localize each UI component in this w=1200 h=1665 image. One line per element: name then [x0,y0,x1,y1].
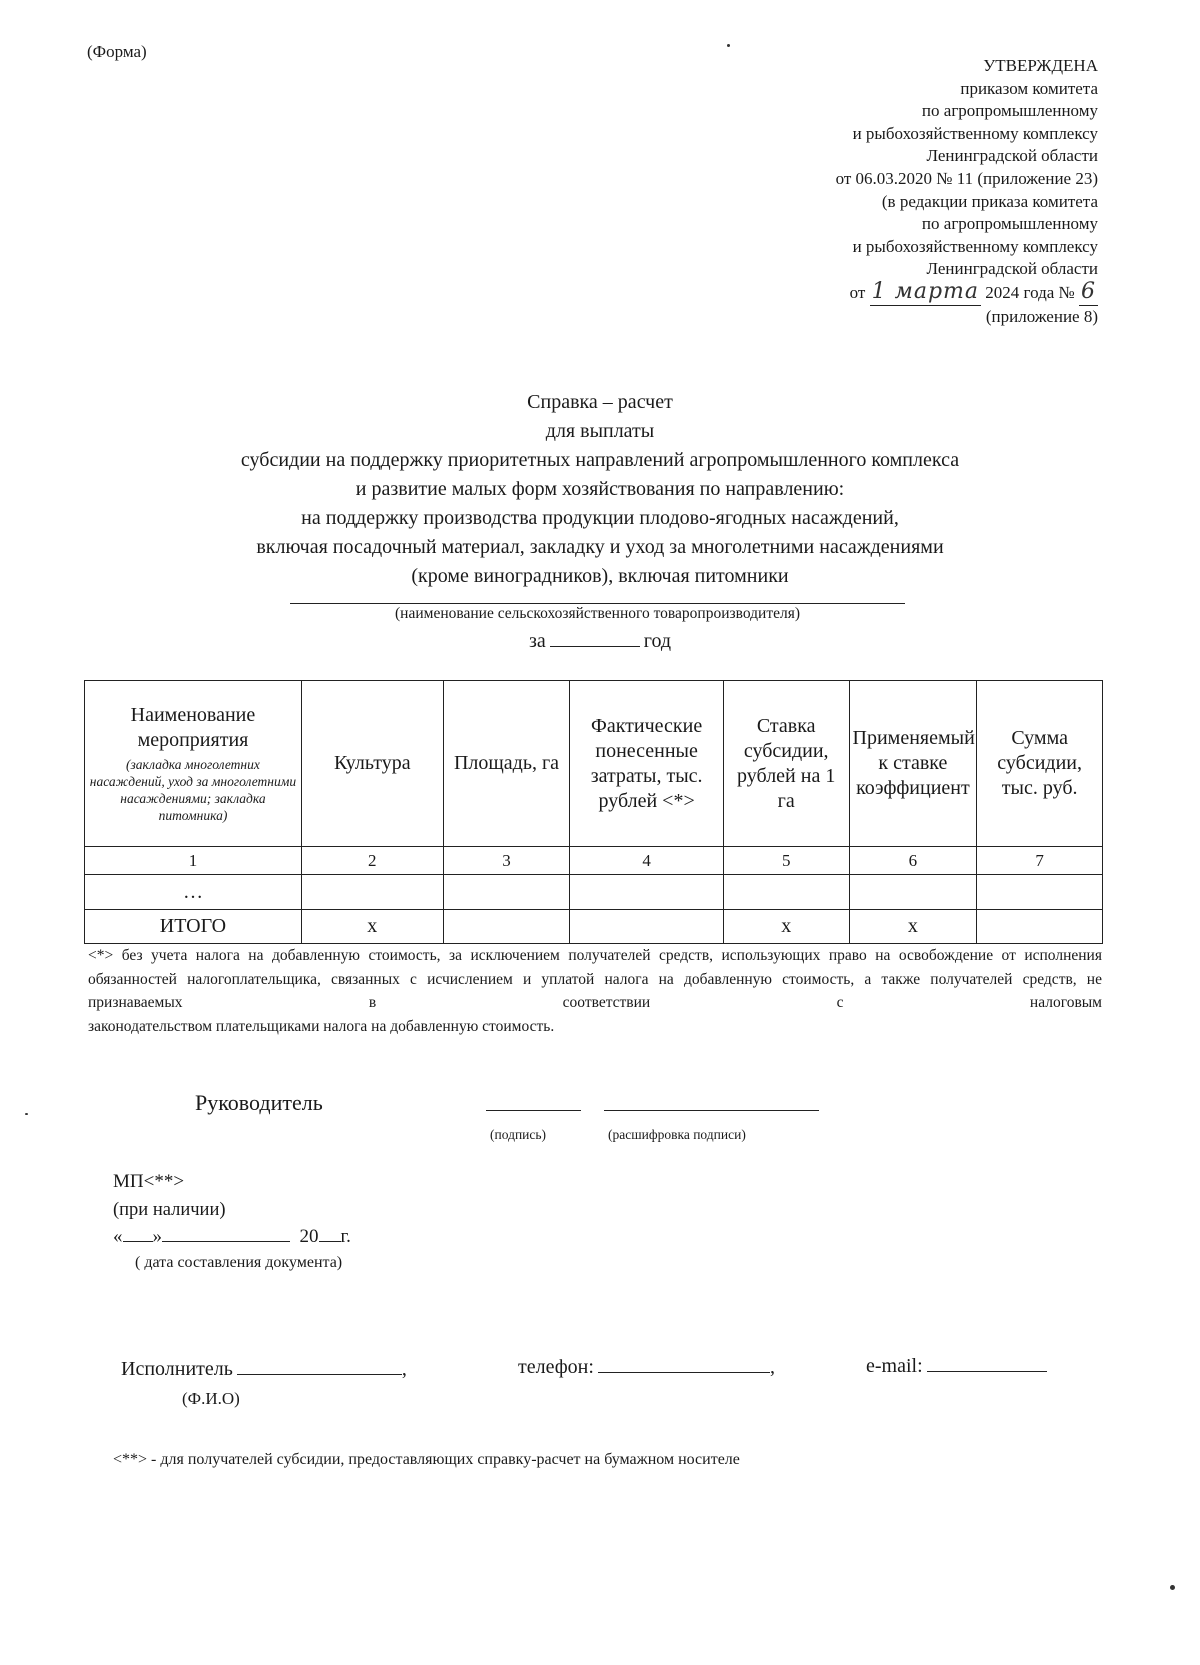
table-cell: 2 [301,847,443,875]
table-row [85,847,1103,875]
producer-caption: (наименование сельскохозяйственного товаропроизводителя) [395,605,800,622]
approval-line: приказом комитета [960,78,1098,98]
header-cell: Применяемый к ставке коэффициент [849,681,977,847]
header-cell: Сумма субсидии, тыс. руб. [977,681,1103,847]
stamp-note: (при наличии) [113,1200,226,1220]
signature-decode-caption: (расшифровка подписи) [608,1127,746,1142]
approval-line: и рыбохозяйственному комплексу [852,236,1098,256]
approval-block [836,55,1098,328]
table-cell [570,875,724,910]
header-cell: Культура [301,681,443,847]
table-cell [849,875,977,910]
executor-blank [237,1358,402,1375]
approval-line: и рыбохозяйственному комплексу [852,123,1098,143]
scan-speck [25,1113,28,1115]
table-cell [443,875,570,910]
table-cell: … [85,875,302,910]
year-blank [550,629,640,647]
scan-speck [727,44,730,47]
handwritten-number: 6 [1081,278,1096,304]
approval-line: Ленинградской области [926,146,1098,166]
director-label: Руководитель [195,1090,323,1115]
table-cell: х [301,910,443,944]
table-row [85,875,1103,910]
table-cell: 5 [723,847,849,875]
table-cell [301,875,443,910]
table-cell: 7 [977,847,1103,875]
document-title: Справка – расчет для выплаты субсидии на поддержку приоритетных направлений агропромышленного комплекса и развитие малых форм хозяйствования по направлению: на поддержку производства продукции плодово-ягодных насаждений, включая посадочный материал, закладку и уход за многолетними насаждениями (кроме виноградников), включая питомники [240,391,960,587]
form-label: (Форма) [87,42,147,61]
approval-line: Ленинградской области [926,259,1098,279]
table-cell: 6 [849,847,977,875]
executor-line: Исполнитель , [121,1358,407,1380]
table-cell [977,875,1103,910]
approval-line: по агропромышленному [921,101,1098,121]
email-blank [927,1355,1047,1372]
stamp-label: МП<**> [113,1171,185,1192]
table-cell: х [723,910,849,944]
vat-footnote: <*> без учета налога на добавленную стоимость, за исключением получателей средств, использующих право на освобождение от исполнения обязанностей налогоплательщика, связанных с исчислением и уплатой налога на добавленную стоимость, а также получателей средств, не признаваемых в соответствии с налоговым законодательством плательщиками налога на добавленную стоимость. [88,947,1102,1035]
table-header-row [85,681,1103,847]
day-blank [123,1225,153,1242]
header-cell: Площадь, га [443,681,570,847]
approval-order-date: от 1 марта 2024 года № 6 [849,278,1096,304]
table-cell: 3 [443,847,570,875]
table-cell: 4 [570,847,724,875]
scan-speck [1170,1585,1175,1590]
approval-line: от 06.03.2020 № 11 (приложение 23) [835,168,1098,188]
email-line: e-mail: [866,1355,1047,1378]
handwritten-date: 1 марта [871,278,980,304]
table-cell: 1 [85,847,302,875]
table-cell: ИТОГО [85,910,302,944]
producer-name-line [290,603,905,604]
table-cell [443,910,570,944]
table-cell [977,910,1103,944]
subsidy-table [84,680,1103,944]
header-cell: Ставка субсидии, рублей на 1 га [723,681,849,847]
signature-caption: (подпись) [490,1127,547,1142]
table-total-row [85,910,1103,944]
signature-line [486,1110,581,1111]
phone-line: телефон: , [518,1356,775,1378]
approval-appendix: (приложение 8) [985,306,1098,326]
header-cell: Наименование мероприятия (закладка многолетних насаждений, уход за многолетними насаждениями; закладка питомника) [85,681,302,847]
approval-line: УТВЕРЖДЕНА [983,56,1098,75]
approval-line: (в редакции приказа комитета [881,191,1098,211]
approval-line: по агропромышленному [921,214,1098,234]
executor-caption: (Ф.И.О) [182,1389,240,1408]
date-caption: ( дата составления документа) [135,1254,343,1271]
table-cell [723,875,849,910]
year-blank [319,1225,341,1242]
year-line: за год [528,630,672,652]
header-cell: Фактические понесенные затраты, тыс. рублей <*> [570,681,724,847]
table-cell: х [849,910,977,944]
phone-blank [598,1356,770,1373]
document-date-line: « » 20 г. [113,1226,351,1247]
month-blank [162,1225,290,1242]
table-cell [570,910,724,944]
signature-decode-line [604,1110,819,1111]
paper-footnote: <**> - для получателей субсидии, предоставляющих справку-расчет на бумажном носителе [113,1451,740,1468]
